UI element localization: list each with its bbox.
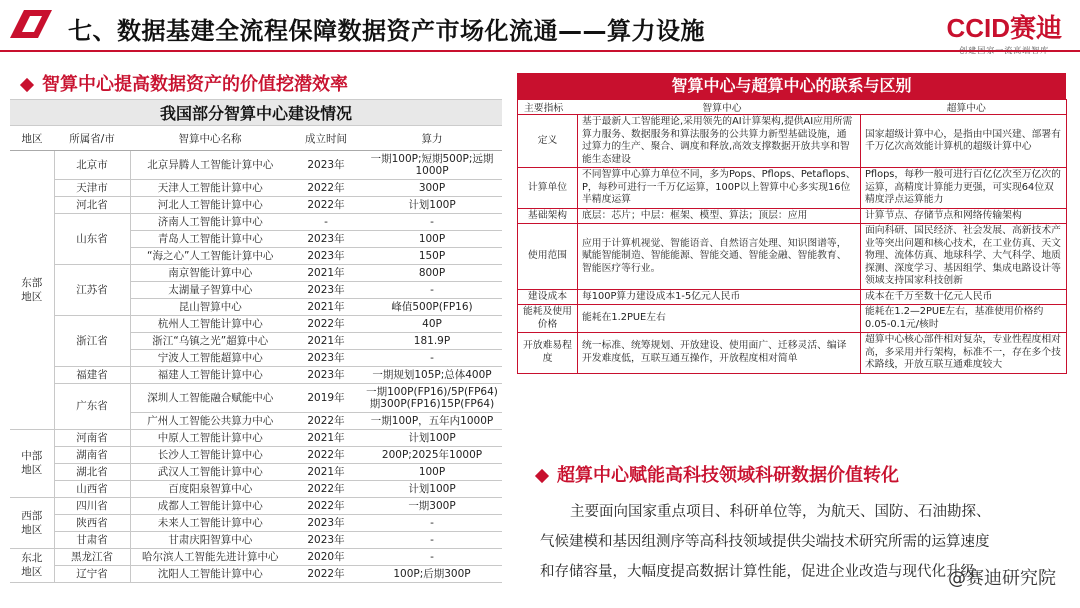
metric-label: 计算单位 xyxy=(518,168,578,209)
supercomputing-cell: 能耗在1.2—2PUE左右，基准使用价格约0.05-0.1元/核时 xyxy=(861,305,1067,333)
smart-center-cell: 基于最新人工智能理论,采用领先的AI计算架构,提供AI应用所需算力服务、数据服务和算法服务的公共算力新型基础设施，通过算力的生产、聚合、调度和释放,高效支撑数据开放共享和智能生态建设 xyxy=(578,115,861,168)
table-row xyxy=(10,446,502,463)
table-row xyxy=(10,264,502,281)
brand-name: CCID赛迪 xyxy=(946,13,1062,43)
power-cell: 计划100P xyxy=(362,429,502,446)
power-cell: 一期100P(FP16)/5P(FP64)期300P(FP16)15P(FP64) xyxy=(362,383,502,412)
year-cell: 2023年 xyxy=(290,514,362,531)
power-cell: 100P xyxy=(362,230,502,247)
brand-stripe-icon xyxy=(10,10,52,38)
supercomputing-cell: 成本在千万至数十亿元人民币 xyxy=(861,289,1067,305)
year-cell: 2021年 xyxy=(290,429,362,446)
compare-column-header: 超算中心 xyxy=(861,100,1067,115)
year-cell: 2021年 xyxy=(290,298,362,315)
center-name-cell: “海之心”人工智能计算中心 xyxy=(130,247,290,264)
table-row xyxy=(10,150,502,179)
table-row xyxy=(10,383,502,412)
header-divider xyxy=(0,50,1080,52)
power-cell: - xyxy=(362,281,502,298)
smart-center-cell: 不同智算中心算力单位不同，多为Pops、Pflops、Petaflops、P，每秒可进行一千万亿运算，100P以上智算中心多实现16位半精度运算 xyxy=(578,168,861,209)
region-cell: 东部 地区 xyxy=(10,150,54,429)
power-cell: - xyxy=(362,213,502,230)
power-cell: - xyxy=(362,349,502,366)
metric-label: 能耗及使用价格 xyxy=(518,305,578,333)
table-row xyxy=(10,366,502,383)
smart-center-cell: 每100P算力建设成本1-5亿元人民币 xyxy=(578,289,861,305)
column-header: 地区 xyxy=(10,128,54,150)
power-cell: 一期规划105P;总体400P xyxy=(362,366,502,383)
year-cell: 2021年 xyxy=(290,264,362,281)
compare-row xyxy=(518,333,1067,374)
center-name-cell: 宁波人工智能超算中心 xyxy=(130,349,290,366)
supercomputing-cell: 国家超级计算中心，是指由中国兴建、部署有千万亿次高效能计算机的超级计算中心 xyxy=(861,115,1067,168)
compare-row xyxy=(518,305,1067,333)
compare-table xyxy=(517,99,1067,374)
year-cell: 2023年 xyxy=(290,150,362,179)
power-cell: 一期100P，五年内1000P xyxy=(362,412,502,429)
power-cell: 40P xyxy=(362,315,502,332)
compare-row xyxy=(518,289,1067,305)
bottom-section-heading xyxy=(537,461,899,487)
supercomputing-cell: 计算节点、存储节点和网络传输架构 xyxy=(861,208,1067,224)
province-cell: 福建省 xyxy=(54,366,130,383)
power-cell: - xyxy=(362,531,502,548)
column-header: 智算中心名称 xyxy=(130,128,290,150)
power-cell: 181.9P xyxy=(362,332,502,349)
compare-row xyxy=(518,168,1067,209)
metric-label: 建设成本 xyxy=(518,289,578,305)
year-cell: 2022年 xyxy=(290,446,362,463)
province-cell: 甘肃省 xyxy=(54,531,130,548)
province-cell: 陕西省 xyxy=(54,514,130,531)
metric-label: 开放难易程度 xyxy=(518,333,578,374)
center-name-cell: 哈尔滨人工智能先进计算中心 xyxy=(130,548,290,565)
province-cell: 江苏省 xyxy=(54,264,130,315)
center-name-cell: 中原人工智能计算中心 xyxy=(130,429,290,446)
table-row xyxy=(10,548,502,565)
center-name-cell: 甘肃庆阳智算中心 xyxy=(130,531,290,548)
power-cell: 峰值500P(FP16) xyxy=(362,298,502,315)
center-name-cell: 百度阳泉智算中心 xyxy=(130,480,290,497)
province-cell: 山东省 xyxy=(54,213,130,264)
power-cell: 一期300P xyxy=(362,497,502,514)
table-row xyxy=(10,429,502,446)
year-cell: 2023年 xyxy=(290,366,362,383)
table-row xyxy=(10,480,502,497)
smart-center-table xyxy=(10,128,502,583)
power-cell: - xyxy=(362,514,502,531)
power-cell: 300P xyxy=(362,179,502,196)
year-cell: 2022年 xyxy=(290,179,362,196)
power-cell: 100P xyxy=(362,463,502,480)
region-cell: 西部 地区 xyxy=(10,497,54,548)
year-cell: 2022年 xyxy=(290,565,362,582)
year-cell: 2022年 xyxy=(290,480,362,497)
province-cell: 北京市 xyxy=(54,150,130,179)
region-cell: 东北 地区 xyxy=(10,548,54,582)
table-row xyxy=(10,565,502,582)
province-cell: 四川省 xyxy=(54,497,130,514)
year-cell: 2022年 xyxy=(290,412,362,429)
compare-row xyxy=(518,224,1067,290)
province-cell: 浙江省 xyxy=(54,315,130,366)
center-name-cell: 未来人工智能计算中心 xyxy=(130,514,290,531)
center-name-cell: 杭州人工智能计算中心 xyxy=(130,315,290,332)
year-cell: 2023年 xyxy=(290,247,362,264)
year-cell: 2019年 xyxy=(290,383,362,412)
power-cell: 100P;后期300P xyxy=(362,565,502,582)
table-row xyxy=(10,179,502,196)
center-name-cell: 深圳人工智能融合赋能中心 xyxy=(130,383,290,412)
power-cell: 计划100P xyxy=(362,480,502,497)
supercomputing-cell: 面向科研、国民经济、社会发展、高新技术产业等突出问题和核心技术，在工业仿真、天文物理、流体仿真、地球科学、大气科学、地质探测、深度学习、基因组学、集成电路设计等领域支持国家科技创新 xyxy=(861,224,1067,290)
province-cell: 河南省 xyxy=(54,429,130,446)
center-name-cell: 南京智能计算中心 xyxy=(130,264,290,281)
table-row xyxy=(10,497,502,514)
column-header: 所属省/市 xyxy=(54,128,130,150)
metric-label: 定义 xyxy=(518,115,578,168)
smart-center-cell: 底层：芯片；中层：框架、模型、算法；顶层：应用 xyxy=(578,208,861,224)
year-cell: 2022年 xyxy=(290,315,362,332)
center-name-cell: 沈阳人工智能计算中心 xyxy=(130,565,290,582)
center-name-cell: 天津人工智能计算中心 xyxy=(130,179,290,196)
power-cell: 200P;2025年1000P xyxy=(362,446,502,463)
region-cell: 中部 地区 xyxy=(10,429,54,497)
table-row xyxy=(10,196,502,213)
power-cell: - xyxy=(362,548,502,565)
column-header: 算力 xyxy=(362,128,502,150)
metric-label: 基础架构 xyxy=(518,208,578,224)
province-cell: 黑龙江省 xyxy=(54,548,130,565)
center-name-cell: 济南人工智能计算中心 xyxy=(130,213,290,230)
compare-row xyxy=(518,208,1067,224)
center-name-cell: 昆山智算中心 xyxy=(130,298,290,315)
diamond-icon xyxy=(20,78,34,92)
paragraph-line: 主要面向国家重点项目、科研单位等，为航天、国防、石油勘探、 xyxy=(570,504,991,520)
power-cell: 计划100P xyxy=(362,196,502,213)
table-row xyxy=(10,315,502,332)
compare-table-title: 智算中心与超算中心的联系与区别 xyxy=(517,73,1066,99)
province-cell: 天津市 xyxy=(54,179,130,196)
province-cell: 湖北省 xyxy=(54,463,130,480)
smart-center-cell: 统一标准、统筹规划、开放建设、使用面广、迁移灵活、编译开发难度低，互联互通互操作，开放程度相对简单 xyxy=(578,333,861,374)
year-cell: 2020年 xyxy=(290,548,362,565)
power-cell: 800P xyxy=(362,264,502,281)
supercomputing-cell: Pflops，每秒一般可进行百亿亿次至万亿次的运算，高精度计算能力更强，可实现64位双精度浮点运算能力 xyxy=(861,168,1067,209)
year-cell: 2023年 xyxy=(290,531,362,548)
smart-center-cell: 应用于计算机视觉、智能语音、自然语言处理、知识图谱等，赋能智能制造、智能能源、智能交通、智能金融、智能教育、智能医疗等行业。 xyxy=(578,224,861,290)
center-name-cell: 北京异腾人工智能计算中心 xyxy=(130,150,290,179)
center-name-cell: 河北人工智能计算中心 xyxy=(130,196,290,213)
center-name-cell: 长沙人工智能计算中心 xyxy=(130,446,290,463)
year-cell: 2021年 xyxy=(290,332,362,349)
year-cell: - xyxy=(290,213,362,230)
province-cell: 山西省 xyxy=(54,480,130,497)
metric-label: 使用范围 xyxy=(518,224,578,290)
table-row xyxy=(10,531,502,548)
brand-logo xyxy=(946,8,1062,56)
center-name-cell: 太湖量子智算中心 xyxy=(130,281,290,298)
diamond-icon xyxy=(535,469,549,483)
year-cell: 2022年 xyxy=(290,196,362,213)
table-row xyxy=(10,514,502,531)
paragraph-line: 和存储容量，大幅度提高数据计算性能，促进企业改造与现代化升级 xyxy=(540,564,975,580)
province-cell: 河北省 xyxy=(54,196,130,213)
center-name-cell: 武汉人工智能计算中心 xyxy=(130,463,290,480)
page-title: 七、数据基建全流程保障数据资产市场化流通——算力设施 xyxy=(68,17,705,45)
province-cell: 广东省 xyxy=(54,383,130,429)
power-cell: 一期100P;短期500P;远期1000P xyxy=(362,150,502,179)
province-cell: 湖南省 xyxy=(54,446,130,463)
year-cell: 2023年 xyxy=(290,281,362,298)
power-cell: 150P xyxy=(362,247,502,264)
year-cell: 2022年 xyxy=(290,497,362,514)
year-cell: 2023年 xyxy=(290,230,362,247)
center-name-cell: 广州人工智能公共算力中心 xyxy=(130,412,290,429)
left-section-heading-text: 智算中心提高数据资产的价值挖潜效率 xyxy=(42,74,348,95)
center-name-cell: 青岛人工智能计算中心 xyxy=(130,230,290,247)
compare-header-row xyxy=(518,100,1067,115)
center-name-cell: 成都人工智能计算中心 xyxy=(130,497,290,514)
left-section-heading xyxy=(22,70,348,96)
compare-row xyxy=(518,115,1067,168)
year-cell: 2021年 xyxy=(290,463,362,480)
year-cell: 2023年 xyxy=(290,349,362,366)
supercomputing-cell: 超算中心核心部件相对复杂，专业性程度相对高，多采用并行架构，标准不一，存在多个技术路线，开放互联互通难度较大 xyxy=(861,333,1067,374)
smart-center-cell: 能耗在1.2PUE左右 xyxy=(578,305,861,333)
compare-column-header: 主要指标 xyxy=(518,100,578,115)
table-row xyxy=(10,213,502,230)
bottom-section-heading-text: 超算中心赋能高科技领域科研数据价值转化 xyxy=(557,465,899,486)
center-name-cell: 浙江“乌镇之光”超算中心 xyxy=(130,332,290,349)
column-header: 成立时间 xyxy=(290,128,362,150)
compare-column-header: 智算中心 xyxy=(578,100,861,115)
left-table-title: 我国部分智算中心建设情况 xyxy=(10,99,502,126)
watermark: @赛迪研究院 xyxy=(948,568,1056,589)
paragraph-line: 气候建模和基因组测序等高科技领域提供尖端技术研究所需的运算速度 xyxy=(540,534,990,550)
province-cell: 辽宁省 xyxy=(54,565,130,582)
center-name-cell: 福建人工智能计算中心 xyxy=(130,366,290,383)
table-header-row xyxy=(10,128,502,150)
table-row xyxy=(10,463,502,480)
